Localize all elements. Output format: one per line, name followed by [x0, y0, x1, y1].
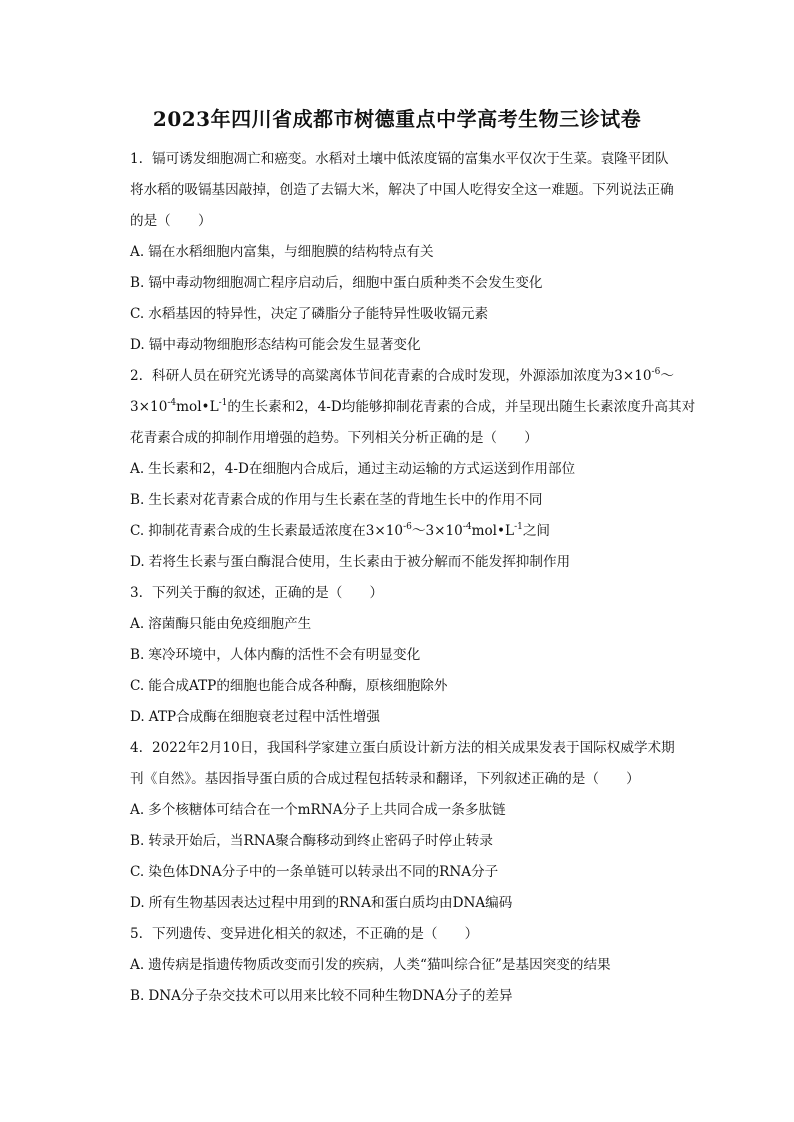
question-stem-line: 刊《自然》。基因指导蛋白质的合成过程包括转录和翻译，下列叙述正确的是（ ）	[130, 771, 640, 787]
option-b[interactable]: B. 寒冷环境中，人体内酶的活性不会有明显变化	[130, 647, 421, 663]
question-stem-line: 的是（ ）	[130, 213, 212, 229]
option-c[interactable]: C. 抑制花青素合成的生长素最适浓度在$3\times 10^{-6}\sim 3\times 10^{-4}mol•L^{-1}$之间	[130, 522, 551, 539]
question-stem-line: 将水稻的吸镉基因敲掉，创造了去镉大米，解决了中国人吃得安全这一难题。下列说法正确	[130, 182, 674, 198]
option-b[interactable]: B. 生长素对花青素合成的作用与生长素在茎的背地生长中的作用不同	[130, 492, 543, 508]
question-number: 3.	[130, 585, 143, 601]
question-3	[130, 578, 690, 733]
question-stem-line: 花青素合成的抑制作用增强的趋势。下列相关分析正确的是（ ）	[130, 430, 538, 446]
option-b[interactable]: B. 转录开始后，当RNA聚合酶移动到终止密码子时停止转录	[130, 833, 493, 849]
question-1	[130, 144, 690, 361]
option-d[interactable]: D. 镉中毒动物细胞形态结构可能会发生显著变化	[130, 337, 421, 353]
question-stem-line: 5. 下列遗传、变异进化相关的叙述，不正确的是（ ）	[130, 919, 690, 950]
option-a[interactable]: A. 溶菌酶只能由免疫细胞产生	[130, 616, 312, 632]
question-number: 4.	[130, 740, 143, 756]
question-stem-line: $3\times 10^{-4}mol•L^{-1}$的生长素和2，4-D均能够抑制花青素的合成，并呈现出随生长素浓度升高其对	[130, 398, 696, 415]
option-b[interactable]: B. 镉中毒动物细胞凋亡程序启动后，细胞中蛋白质种类不会发生变化	[130, 275, 543, 291]
question-5	[130, 919, 690, 1012]
question-number: 5.	[130, 926, 143, 942]
option-a[interactable]: A. 生长素和2，4-D在细胞内合成后，通过主动运输的方式运送到作用部位	[130, 461, 576, 477]
option-a[interactable]: A. 镉在水稻细胞内富集，与细胞膜的结构特点有关	[130, 244, 434, 260]
question-stem-line: 3. 下列关于酶的叙述，正确的是（ ）	[130, 578, 690, 609]
option-d[interactable]: D. 若将生长素与蛋白酶混合使用，生长素由于被分解而不能发挥抑制作用	[130, 554, 571, 570]
question-stem-line: 1. 镉可诱发细胞凋亡和癌变。水稻对土壤中低浓度镉的富集水平仅次于生菜。袁隆平团队	[130, 144, 690, 175]
option-b[interactable]: B. DNA分子杂交技术可以用来比较不同种生物DNA分子的差异	[130, 988, 513, 1004]
option-c[interactable]: C. 染色体DNA分子中的一条单链可以转录出不同的RNA分子	[130, 864, 499, 880]
option-c[interactable]: C. 能合成ATP的细胞也能合成各种酶，原核细胞除外	[130, 678, 448, 694]
question-stem-line: 2. 科研人员在研究光诱导的高粱离体节间花青素的合成时发现，外源添加浓度为$3\times 10^{-6}\sim$	[130, 361, 690, 392]
page-title: 2023年四川省成都市树德重点中学高考生物三诊试卷	[152, 107, 642, 131]
question-stem-line: 4. 2022年2月10日，我国科学家建立蛋白质设计新方法的相关成果发表于国际权威学术期	[130, 733, 690, 764]
option-d[interactable]: D. 所有生物基因表达过程中用到的RNA和蛋白质均由DNA编码	[130, 895, 513, 911]
option-d[interactable]: D. ATP合成酶在细胞衰老过程中活性增强	[130, 709, 380, 725]
option-a[interactable]: A. 多个核糖体可结合在一个mRNA分子上共同合成一条多肽链	[130, 802, 506, 818]
question-4	[130, 733, 690, 919]
option-c[interactable]: C. 水稻基因的特异性，决定了磷脂分子能特异性吸收镉元素	[130, 306, 489, 322]
question-number: 1.	[130, 151, 143, 167]
question-number: 2.	[130, 368, 143, 384]
question-list	[130, 144, 696, 1012]
question-2	[130, 361, 696, 578]
option-a[interactable]: A. 遗传病是指遗传物质改变而引发的疾病，人类“猫叫综合征”是基因突变的结果	[130, 957, 611, 973]
